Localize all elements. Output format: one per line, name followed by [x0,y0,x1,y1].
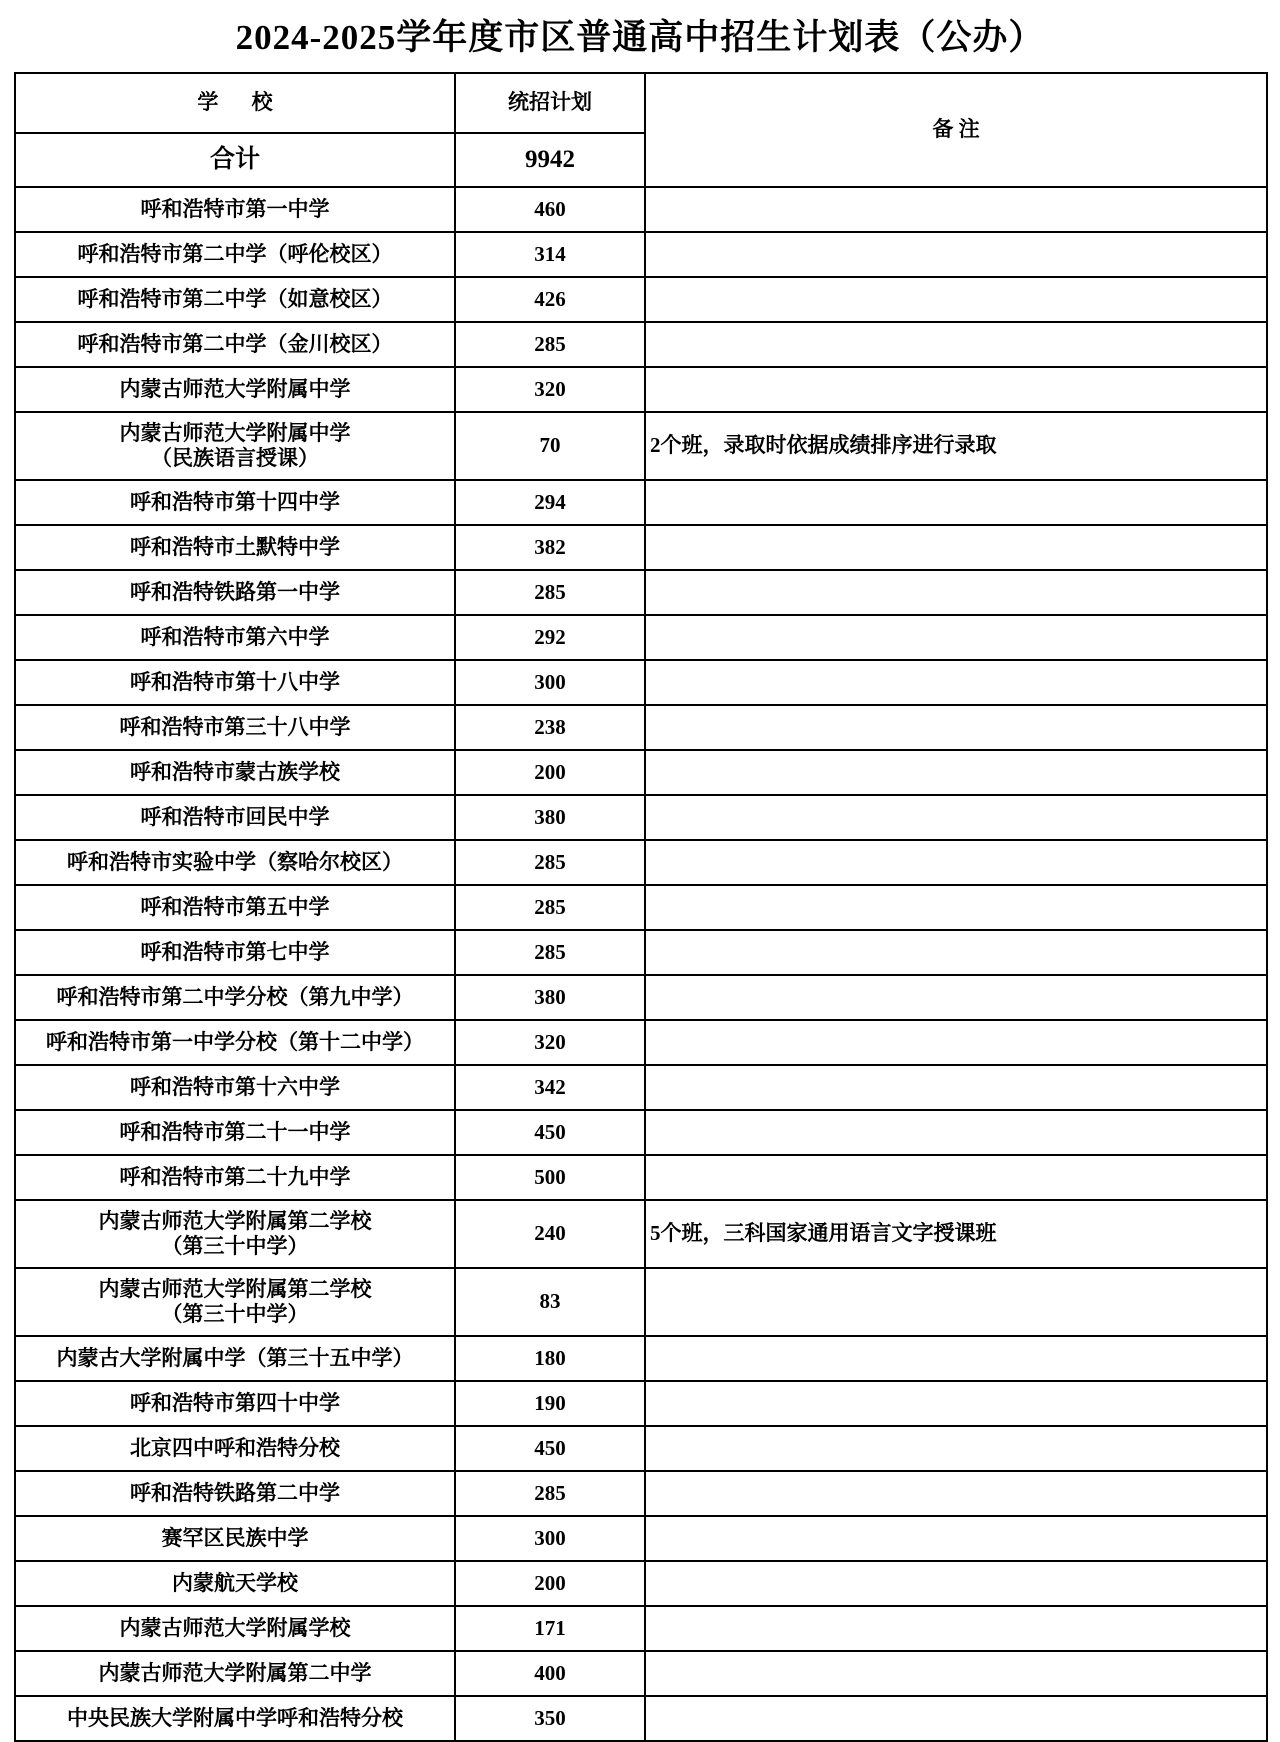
note-cell [645,885,1267,930]
table-row [15,480,1267,525]
table-row [15,1155,1267,1200]
table-row [15,1200,1267,1268]
table-row [15,1268,1267,1336]
plan-value-cell: 285 [455,885,645,930]
school-name-cell [15,750,455,795]
school-name-cell [15,840,455,885]
school-name-subline: （第三十中学） [161,1302,309,1327]
note-cell [645,795,1267,840]
school-name-line: 内蒙古师范大学附属学校 [119,1615,351,1640]
note-cell [645,1268,1267,1336]
plan-value-cell: 200 [455,750,645,795]
total-label: 合计 [15,133,455,187]
plan-value-cell: 460 [455,187,645,232]
school-name-subline: （民族语言授课） [151,446,319,471]
school-name-line: 呼和浩特铁路第一中学 [130,579,340,604]
school-name-line: 呼和浩特市回民中学 [140,804,330,829]
note-cell [645,1155,1267,1200]
note-cell [645,367,1267,412]
note-cell: 5个班，三科国家通用语言文字授课班 [645,1200,1267,1268]
school-name-cell [15,1471,455,1516]
school-name-line: 呼和浩特铁路第二中学 [130,1480,340,1505]
school-name-line: 呼和浩特市第二中学分校（第九中学） [56,984,414,1009]
school-name-cell [15,975,455,1020]
school-name-line: 呼和浩特市第四十中学 [130,1390,340,1415]
note-cell [645,1561,1267,1606]
plan-value-cell: 294 [455,480,645,525]
note-cell [645,187,1267,232]
note-cell: 2个班，录取时依据成绩排序进行录取 [645,412,1267,480]
school-name-cell [15,525,455,570]
plan-value-cell: 342 [455,1065,645,1110]
note-cell [645,1110,1267,1155]
school-name-cell [15,795,455,840]
school-name-cell [15,277,455,322]
table-row [15,322,1267,367]
plan-value-cell: 382 [455,525,645,570]
school-name-line: 呼和浩特市第十四中学 [130,489,340,514]
school-name-cell [15,1561,455,1606]
plan-value-cell: 320 [455,1020,645,1065]
school-name-line: 赛罕区民族中学 [161,1525,309,1550]
plan-value-cell: 500 [455,1155,645,1200]
admission-plan-table [14,72,1268,1742]
note-cell [645,1516,1267,1561]
school-name-line: 呼和浩特市第二十一中学 [119,1119,351,1144]
table-body [15,187,1267,1741]
plan-value-cell: 314 [455,232,645,277]
school-name-cell [15,480,455,525]
plan-value-cell: 350 [455,1696,645,1741]
school-name-line: 呼和浩特市第五中学 [140,894,330,919]
table-row [15,975,1267,1020]
total-value: 9942 [455,133,645,187]
plan-value-cell: 285 [455,840,645,885]
note-cell [645,277,1267,322]
note-cell [645,615,1267,660]
school-name-line: 内蒙古师范大学附属第二学校 [98,1276,372,1301]
note-cell [645,1696,1267,1741]
table-row [15,412,1267,480]
plan-value-cell: 285 [455,1471,645,1516]
table-row [15,1381,1267,1426]
school-name-line: 呼和浩特市实验中学（察哈尔校区） [67,849,403,874]
school-name-line: 呼和浩特市第二十九中学 [119,1164,351,1189]
table-row [15,1336,1267,1381]
plan-value-cell: 285 [455,570,645,615]
table-row [15,1471,1267,1516]
school-name-subline: （第三十中学） [161,1234,309,1259]
school-name-cell [15,705,455,750]
school-name-line: 呼和浩特市第一中学分校（第十二中学） [46,1029,424,1054]
table-row [15,1110,1267,1155]
table-row [15,705,1267,750]
school-name-line: 北京四中呼和浩特分校 [130,1435,340,1460]
note-cell [645,975,1267,1020]
school-name-cell [15,885,455,930]
table-row [15,795,1267,840]
school-name-cell [15,412,455,480]
note-cell [645,660,1267,705]
school-name-line: 内蒙古师范大学附属中学 [119,376,351,401]
table-row [15,1426,1267,1471]
table-row [15,885,1267,930]
plan-value-cell: 380 [455,795,645,840]
table-row [15,615,1267,660]
table-row [15,277,1267,322]
school-name-cell [15,187,455,232]
table-row [15,1651,1267,1696]
table-row [15,1065,1267,1110]
page-title: 2024-2025学年度市区普通高中招生计划表（公办） [235,18,1045,57]
school-name-cell [15,570,455,615]
school-name-cell [15,930,455,975]
school-name-cell [15,367,455,412]
school-name-cell [15,322,455,367]
table-row [15,1516,1267,1561]
plan-value-cell: 238 [455,705,645,750]
table-header [15,73,1267,187]
table-row [15,750,1267,795]
plan-value-cell: 200 [455,1561,645,1606]
school-name-cell [15,1268,455,1336]
table-row [15,187,1267,232]
note-cell [645,1381,1267,1426]
plan-value-cell: 320 [455,367,645,412]
school-name-cell [15,1110,455,1155]
school-name-line: 呼和浩特市第十八中学 [130,669,340,694]
column-header-note: 备 注 [645,73,1267,187]
school-name-line: 内蒙航天学校 [172,1570,298,1595]
plan-value-cell: 400 [455,1651,645,1696]
table-row [15,367,1267,412]
note-cell [645,1426,1267,1471]
table-row [15,1696,1267,1741]
plan-value-cell: 171 [455,1606,645,1651]
plan-value-cell: 285 [455,322,645,367]
school-name-line: 呼和浩特市第二中学（呼伦校区） [77,241,393,266]
school-name-line: 呼和浩特市第七中学 [140,939,330,964]
table-row [15,1606,1267,1651]
plan-value-cell: 292 [455,615,645,660]
school-name-cell [15,1155,455,1200]
school-name-cell [15,1516,455,1561]
plan-value-cell: 240 [455,1200,645,1268]
plan-value-cell: 450 [455,1426,645,1471]
column-header-plan: 统招计划 [455,73,645,133]
plan-value-cell: 83 [455,1268,645,1336]
table-row [15,1561,1267,1606]
table-row [15,840,1267,885]
table-row [15,232,1267,277]
plan-value-cell: 380 [455,975,645,1020]
table-row [15,570,1267,615]
school-name-cell [15,1065,455,1110]
school-name-line: 内蒙古师范大学附属第二中学 [98,1660,372,1685]
school-name-cell [15,660,455,705]
school-name-line: 呼和浩特市土默特中学 [130,534,340,559]
school-name-line: 内蒙古师范大学附属第二学校 [98,1208,372,1233]
school-name-cell [15,1606,455,1651]
school-name-cell [15,1696,455,1741]
column-header-school [15,73,455,133]
table-row [15,525,1267,570]
plan-value-cell: 285 [455,930,645,975]
school-name-cell [15,1381,455,1426]
school-name-cell [15,232,455,277]
note-cell [645,1606,1267,1651]
note-cell [645,705,1267,750]
note-cell [645,1336,1267,1381]
column-header-school-label: 学 校 [197,90,287,115]
table-row [15,930,1267,975]
plan-value-cell: 426 [455,277,645,322]
school-name-cell [15,615,455,660]
note-cell [645,525,1267,570]
school-name-line: 呼和浩特市第三十八中学 [119,714,351,739]
note-cell [645,480,1267,525]
plan-value-cell: 450 [455,1110,645,1155]
plan-value-cell: 70 [455,412,645,480]
note-cell [645,1471,1267,1516]
school-name-cell [15,1336,455,1381]
school-name-line: 呼和浩特市第二中学（如意校区） [77,286,393,311]
note-cell [645,840,1267,885]
note-cell [645,1065,1267,1110]
note-cell [645,750,1267,795]
plan-value-cell: 180 [455,1336,645,1381]
plan-value-cell: 190 [455,1381,645,1426]
school-name-cell [15,1651,455,1696]
school-name-line: 内蒙古师范大学附属中学 [119,420,351,445]
school-name-cell [15,1200,455,1268]
table-row [15,1020,1267,1065]
school-name-line: 内蒙古大学附属中学（第三十五中学） [56,1345,414,1370]
plan-value-cell: 300 [455,1516,645,1561]
plan-value-cell: 300 [455,660,645,705]
note-cell [645,1651,1267,1696]
school-name-cell [15,1020,455,1065]
school-name-line: 呼和浩特市第十六中学 [130,1074,340,1099]
school-name-line: 呼和浩特市第二中学（金川校区） [77,331,393,356]
table-row [15,660,1267,705]
school-name-cell [15,1426,455,1471]
school-name-line: 中央民族大学附属中学呼和浩特分校 [67,1705,403,1730]
school-name-line: 呼和浩特市第六中学 [140,624,330,649]
note-cell [645,570,1267,615]
note-cell [645,930,1267,975]
school-name-line: 呼和浩特市蒙古族学校 [130,759,340,784]
note-cell [645,322,1267,367]
school-name-line: 呼和浩特市第一中学 [140,196,330,221]
note-cell [645,1020,1267,1065]
note-cell [645,232,1267,277]
